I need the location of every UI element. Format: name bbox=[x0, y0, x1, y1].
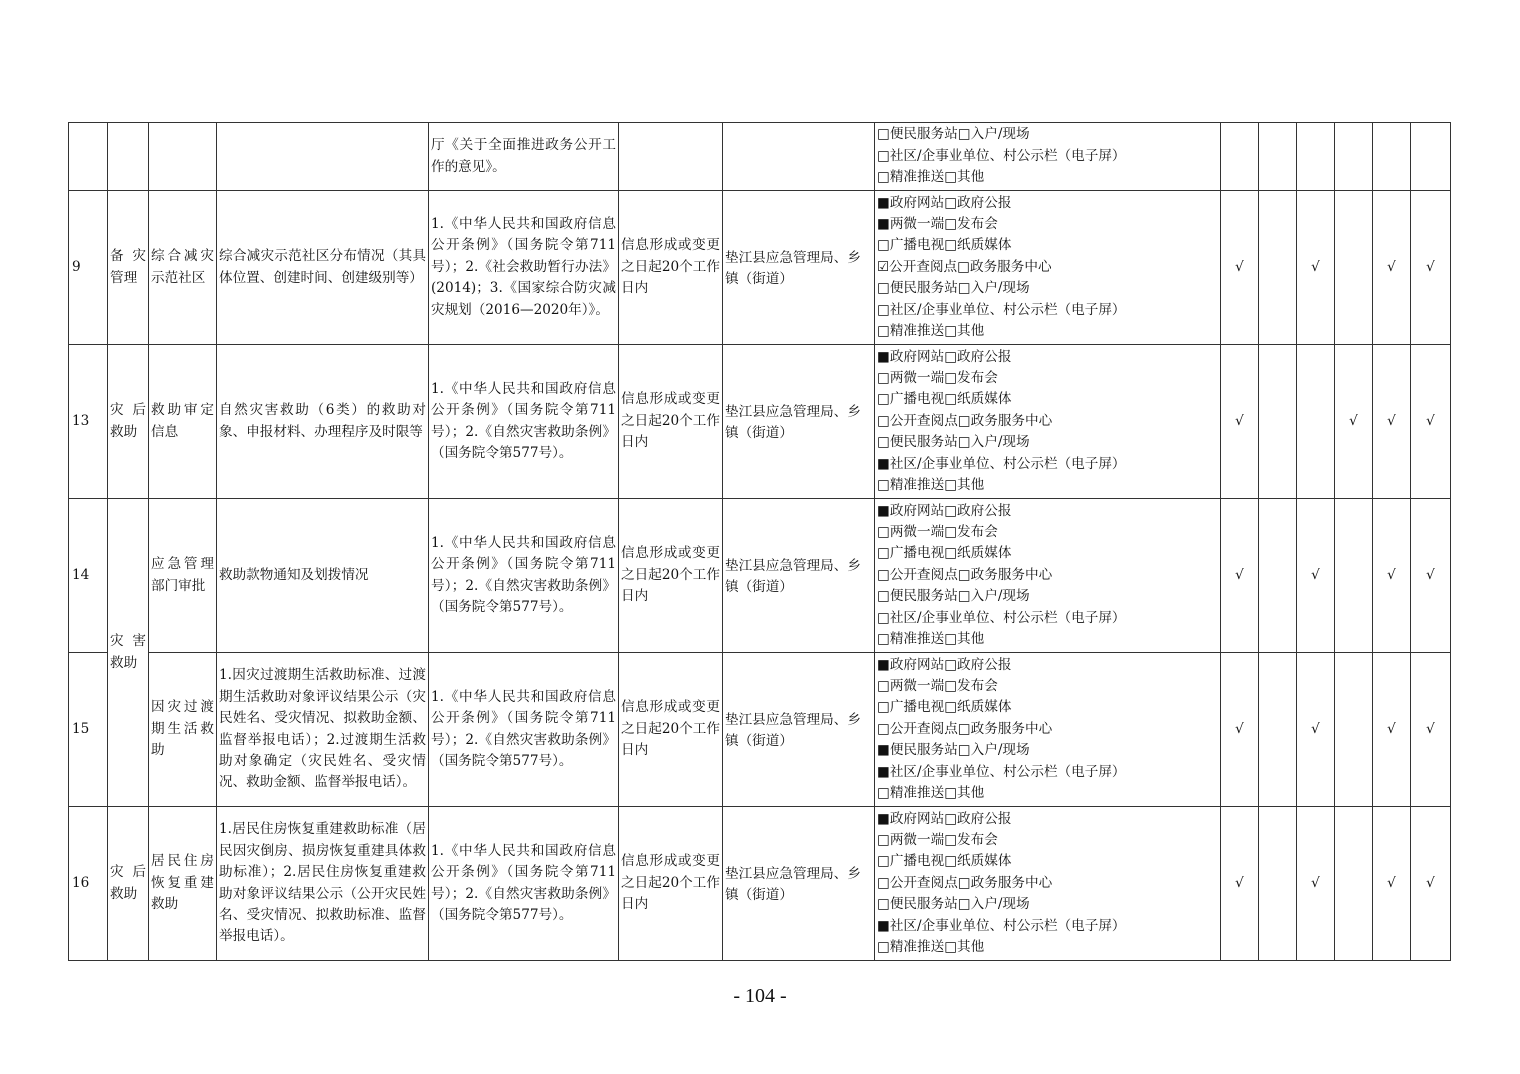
basis-cell: 1.《中华人民共和国政府信息公开条例》（国务院令第711号）；2.《社会救助暂行办法》(2014)；3.《国家综合防灾减灾规划（2016—2020年）》。 bbox=[429, 191, 619, 345]
channel-option: □广播电视□纸质媒体 bbox=[877, 853, 1012, 870]
level1-category: 灾害救助 bbox=[108, 499, 149, 807]
check-mark: √ bbox=[1221, 191, 1259, 345]
subject-cell: 垫江县应急管理局、乡镇（街道） bbox=[723, 499, 875, 653]
check-mark: √ bbox=[1373, 191, 1411, 345]
channel-option: □公开查阅点□政务服务中心 bbox=[877, 720, 1053, 737]
timeline-cell: 信息形成或变更之日起20个工作日内 bbox=[619, 499, 723, 653]
channel-option: □公开查阅点□政务服务中心 bbox=[877, 874, 1053, 891]
channel-option: □精准推送□其他 bbox=[877, 631, 985, 648]
check-mark: √ bbox=[1411, 191, 1451, 345]
channels-cell bbox=[875, 653, 1221, 807]
row-number: 16 bbox=[69, 807, 108, 961]
channel-option: ■社区/企事业单位、村公示栏（电子屏） bbox=[877, 763, 1126, 780]
row-number: 14 bbox=[69, 499, 108, 653]
channel-option: □便民服务站□入户/现场 bbox=[877, 896, 1030, 913]
table-row-continuation bbox=[69, 123, 1451, 191]
level2-category: 救助审定信息 bbox=[149, 345, 217, 499]
channels-cell bbox=[875, 807, 1221, 961]
channel-option: □便民服务站□入户/现场 bbox=[877, 588, 1030, 605]
basis-cell: 1.《中华人民共和国政府信息公开条例》（国务院令第711号）；2.《自然灾害救助条例》（国务院令第577号）。 bbox=[429, 499, 619, 653]
channel-option: □广播电视□纸质媒体 bbox=[877, 237, 1012, 254]
basis-cell: 1.《中华人民共和国政府信息公开条例》（国务院令第711号）；2.《自然灾害救助条例》（国务院令第577号）。 bbox=[429, 807, 619, 961]
level2-category: 因灾过渡期生活救助 bbox=[149, 653, 217, 807]
check-mark: √ bbox=[1297, 499, 1335, 653]
check-mark: √ bbox=[1297, 653, 1335, 807]
row-number: 13 bbox=[69, 345, 108, 499]
check-mark: √ bbox=[1411, 807, 1451, 961]
channel-option: □公开查阅点□政务服务中心 bbox=[877, 412, 1053, 429]
basis-cell: 厅《关于全面推进政务公开工作的意见》。 bbox=[429, 123, 619, 191]
timeline-cell: 信息形成或变更之日起20个工作日内 bbox=[619, 345, 723, 499]
channel-option: □社区/企事业单位、村公示栏（电子屏） bbox=[877, 301, 1126, 318]
channel-option: □精准推送□其他 bbox=[877, 939, 985, 956]
check-mark: √ bbox=[1411, 653, 1451, 807]
check-mark: √ bbox=[1297, 191, 1335, 345]
channel-option: ■便民服务站□入户/现场 bbox=[877, 742, 1030, 759]
channel-option: □精准推送□其他 bbox=[877, 169, 985, 186]
level2-category: 居民住房恢复重建救助 bbox=[149, 807, 217, 961]
timeline-cell: 信息形成或变更之日起20个工作日内 bbox=[619, 807, 723, 961]
channels-cell bbox=[875, 191, 1221, 345]
check-mark: √ bbox=[1335, 345, 1373, 499]
table-row bbox=[69, 191, 1451, 345]
channel-option: ■两微一端□发布会 bbox=[877, 215, 998, 232]
basis-cell: 1.《中华人民共和国政府信息公开条例》（国务院令第711号）；2.《自然灾害救助条例》（国务院令第577号）。 bbox=[429, 345, 619, 499]
level1-category: 灾后救助 bbox=[108, 345, 149, 499]
timeline-cell: 信息形成或变更之日起20个工作日内 bbox=[619, 653, 723, 807]
channel-option: □公开查阅点□政务服务中心 bbox=[877, 566, 1053, 583]
subject-cell: 垫江县应急管理局、乡镇（街道） bbox=[723, 807, 875, 961]
row-number: 9 bbox=[69, 191, 108, 345]
table-row bbox=[69, 499, 1451, 653]
content-cell: 自然灾害救助（6类）的救助对象、申报材料、办理程序及时限等 bbox=[217, 345, 429, 499]
basis-cell: 1.《中华人民共和国政府信息公开条例》（国务院令第711号）；2.《自然灾害救助条例》（国务院令第577号）。 bbox=[429, 653, 619, 807]
table-row bbox=[69, 653, 1451, 807]
channel-option: □广播电视□纸质媒体 bbox=[877, 545, 1012, 562]
channel-option: ■社区/企事业单位、村公示栏（电子屏） bbox=[877, 455, 1126, 472]
check-mark: √ bbox=[1373, 653, 1411, 807]
channel-option: ☑公开查阅点□政务服务中心 bbox=[877, 258, 1052, 275]
channel-option: □便民服务站□入户/现场 bbox=[877, 126, 1030, 143]
channel-option: □广播电视□纸质媒体 bbox=[877, 699, 1012, 716]
check-mark: √ bbox=[1411, 345, 1451, 499]
channel-option: ■政府网站□政府公报 bbox=[877, 656, 1012, 673]
level2-category: 综合减灾示范社区 bbox=[149, 191, 217, 345]
content-cell: 1.因灾过渡期生活救助标准、过渡期生活救助对象评议结果公示（灾民姓名、受灾情况、拟救助金额、监督举报电话）；2.过渡期生活救助对象确定（灾民姓名、受灾情况、救助金额、监督举报电话）。 bbox=[217, 653, 429, 807]
channel-option: □精准推送□其他 bbox=[877, 785, 985, 802]
check-mark: √ bbox=[1221, 807, 1259, 961]
channel-option: □两微一端□发布会 bbox=[877, 523, 998, 540]
channel-option: ■政府网站□政府公报 bbox=[877, 810, 1012, 827]
page-number: - 104 - bbox=[733, 985, 787, 1007]
channels-cell bbox=[875, 123, 1221, 191]
channel-option: □两微一端□发布会 bbox=[877, 677, 998, 694]
channel-option: ■政府网站□政府公报 bbox=[877, 194, 1012, 211]
row-number: 15 bbox=[69, 653, 108, 807]
channel-option: □便民服务站□入户/现场 bbox=[877, 280, 1030, 297]
channel-option: □广播电视□纸质媒体 bbox=[877, 391, 1012, 408]
channel-option: □社区/企事业单位、村公示栏（电子屏） bbox=[877, 609, 1126, 626]
disclosure-table bbox=[68, 122, 1451, 961]
check-mark: √ bbox=[1221, 653, 1259, 807]
subject-cell: 垫江县应急管理局、乡镇（街道） bbox=[723, 653, 875, 807]
table-row bbox=[69, 345, 1451, 499]
check-mark: √ bbox=[1411, 499, 1451, 653]
channel-option: □两微一端□发布会 bbox=[877, 831, 998, 848]
content-cell: 1.居民住房恢复重建救助标准（居民因灾倒房、损房恢复重建具体救助标准）；2.居民住房恢复重建救助对象评议结果公示（公开灾民姓名、受灾情况、拟救助标准、监督举报电话）。 bbox=[217, 807, 429, 961]
channel-option: □社区/企事业单位、村公示栏（电子屏） bbox=[877, 147, 1126, 164]
check-mark: √ bbox=[1221, 345, 1259, 499]
check-mark: √ bbox=[1297, 807, 1335, 961]
channel-option: □两微一端□发布会 bbox=[877, 369, 998, 386]
content-cell: 救助款物通知及划拨情况 bbox=[217, 499, 429, 653]
channel-option: □便民服务站□入户/现场 bbox=[877, 434, 1030, 451]
content-cell: 综合减灾示范社区分布情况（其具体位置、创建时间、创建级别等） bbox=[217, 191, 429, 345]
level1-category: 灾后救助 bbox=[108, 807, 149, 961]
level2-category: 应急管理部门审批 bbox=[149, 499, 217, 653]
subject-cell: 垫江县应急管理局、乡镇（街道） bbox=[723, 191, 875, 345]
channel-option: ■社区/企事业单位、村公示栏（电子屏） bbox=[877, 917, 1126, 934]
check-mark: √ bbox=[1373, 345, 1411, 499]
channels-cell bbox=[875, 499, 1221, 653]
channel-option: □精准推送□其他 bbox=[877, 477, 985, 494]
check-mark: √ bbox=[1373, 499, 1411, 653]
timeline-cell: 信息形成或变更之日起20个工作日内 bbox=[619, 191, 723, 345]
check-mark: √ bbox=[1373, 807, 1411, 961]
check-mark: √ bbox=[1221, 499, 1259, 653]
subject-cell: 垫江县应急管理局、乡镇（街道） bbox=[723, 345, 875, 499]
channel-option: ■政府网站□政府公报 bbox=[877, 348, 1012, 365]
channels-cell bbox=[875, 345, 1221, 499]
table-row bbox=[69, 807, 1451, 961]
level1-category: 备灾管理 bbox=[108, 191, 149, 345]
channel-option: □精准推送□其他 bbox=[877, 323, 985, 340]
channel-option: ■政府网站□政府公报 bbox=[877, 502, 1012, 519]
